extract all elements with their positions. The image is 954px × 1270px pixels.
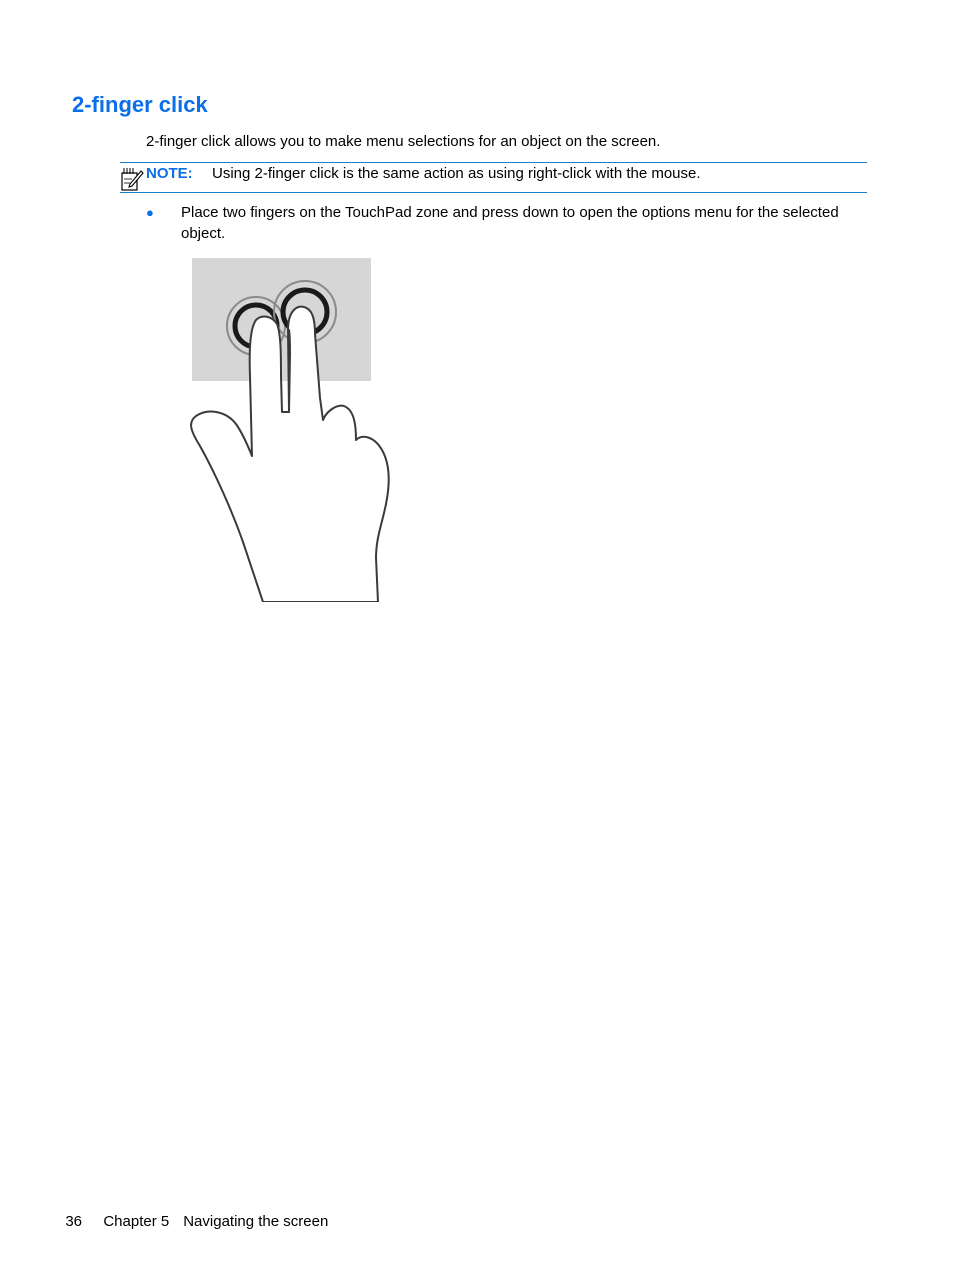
footer-chapter: Chapter 5 bbox=[103, 1213, 170, 1230]
page-footer bbox=[57, 1192, 328, 1232]
note-label: NOTE: bbox=[146, 165, 193, 182]
note-box bbox=[120, 162, 867, 193]
intro-paragraph: 2-finger click allows you to make menu selections for an object on the screen. bbox=[146, 133, 661, 150]
note-text: Using 2-finger click is the same action as using right-click with the mouse. bbox=[212, 165, 701, 182]
page-number: 36 bbox=[65, 1213, 83, 1230]
two-finger-click-illustration bbox=[186, 256, 396, 602]
note-pencil-icon bbox=[120, 166, 144, 192]
bullet-text: Place two fingers on the TouchPad zone and press down to open the options menu for the selected object. bbox=[181, 204, 839, 242]
footer-chapter-title: Navigating the screen bbox=[183, 1213, 329, 1230]
section-heading: 2-finger click bbox=[72, 92, 208, 117]
bullet-marker: ● bbox=[146, 205, 154, 220]
